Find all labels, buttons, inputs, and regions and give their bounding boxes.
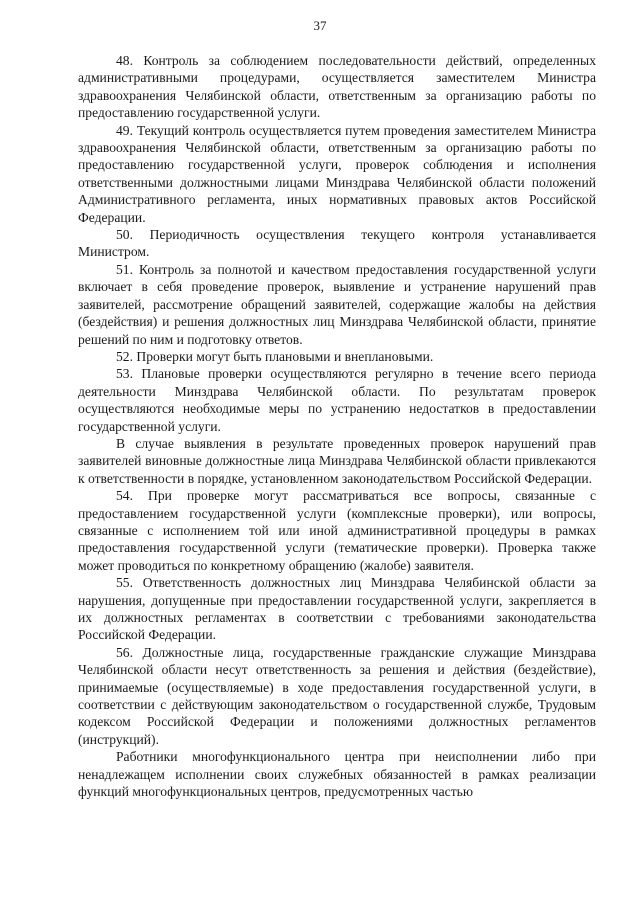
paragraph-55: 55. Ответственность должностных лиц Минздрава Челябинской области за нарушения, допущенные при предоставлении государственной услуги, закрепляется в их должностных регламентах в соответствии с требованиями законодательства Российской Федерации. (78, 575, 596, 643)
paragraph-48: 48. Контроль за соблюдением последовательности действий, определенных административными процедурами, осуществляется заместителем Министра здравоохранения Челябинской области, ответственным за организацию работы по предоставлению государственной услуги. (78, 53, 596, 121)
paragraph-53: 53. Плановые проверки осуществляются регулярно в течение всего периода деятельности Минздрава Челябинской области. По результатам проверок осуществляются необходимые меры по устранению недостатков в предоставлении государственной услуги. (78, 366, 596, 434)
paragraph-56: 56. Должностные лица, государственные гражданские служащие Минздрава Челябинской области несут ответственность за решения и действия (бездействие), принимаемые (осуществляемые) в ходе предоставления государственной услуги, в соответствии с действующим законодательством о государственной службе, Трудовым кодексом Российской Федерации и положениями должностных регламентов (инструкций). (78, 644, 596, 747)
paragraph-53-continued: В случае выявления в результате проведенных проверок нарушений прав заявителей виновные должностные лица Минздрава Челябинской области привлекаются к ответственности в порядке, установленном законодательством Российской Федерации. (78, 435, 596, 486)
paragraph-54: 54. При проверке могут рассматриваться все вопросы, связанные с предоставлением государственной услуги (комплексные проверки), или вопросы, связанные с исполнением той или иной административной процедуры в рамках предоставления государственной услуги (тематические проверки). Проверка также может проводиться по конкретному обращению (жалобе) заявителя. (78, 488, 596, 573)
page-number: 37 (313, 18, 327, 33)
document-body (78, 52, 596, 800)
paragraph-49: 49. Текущий контроль осуществляется путем проведения заместителем Министра здравоохранения Челябинской области, ответственным за организацию работы по предоставлению государственной услуги, проверок соблюдения и исполнения ответственными должностными лицами Минздрава Челябинской области положений Административного регламента, иных нормативных правовых актов Российской Федерации. (78, 122, 596, 225)
paragraph-51: 51. Контроль за полнотой и качеством предоставления государственной услуги включает в себя проведение проверок, выявление и устранение нарушений прав заявителей, рассмотрение обращений заявителей, содержащие жалобы на действия (бездействия) и решения должностных лиц Минздрава Челябинской области, принятие решений по ним и подготовку ответов. (78, 261, 596, 347)
paragraph-52: 52. Проверки могут быть плановыми и внеплановыми. (116, 348, 434, 364)
paragraph-50: 50. Периодичность осуществления текущего контроля устанавливается Министром. (78, 227, 596, 260)
paragraph-56-continued: Работники многофункционального центра при неисполнении либо при ненадлежащем исполнении своих служебных обязанностей в рамках реализации функций многофункциональных центров, предусмотренных частью (78, 749, 596, 800)
